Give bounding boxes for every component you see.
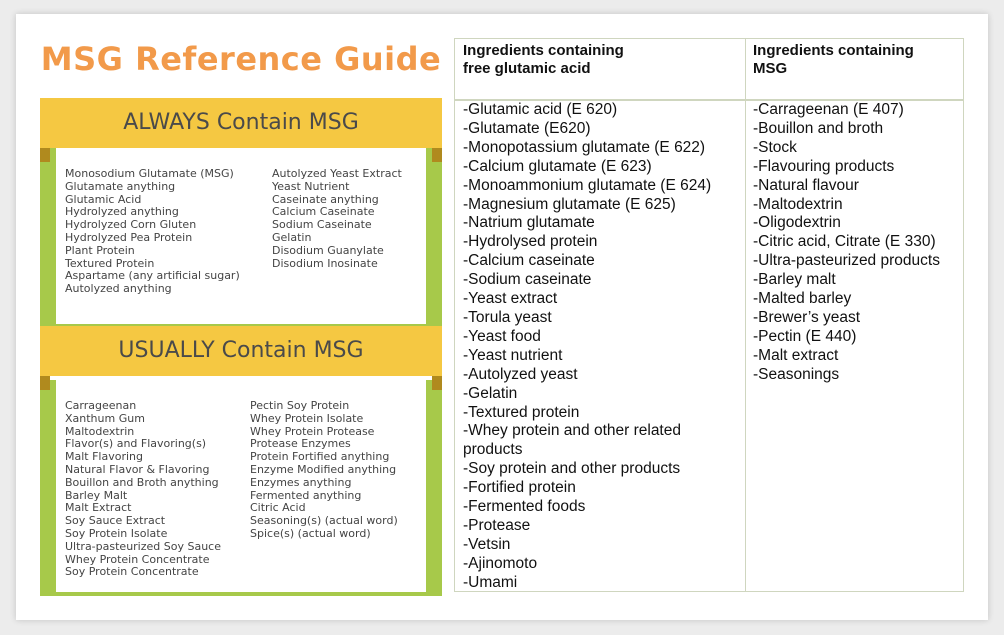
ingredient-item: Glutamate anything [65, 179, 176, 193]
ingredient-item: Protease Enzymes [250, 437, 351, 451]
ingredient-item: Gelatin [272, 230, 312, 244]
table-item: -Barley malt [753, 271, 836, 289]
ingredient-item: Glutamic Acid [65, 192, 142, 206]
table-item: -Malted barley [753, 290, 852, 308]
table-item: -Seasonings [753, 365, 840, 383]
ingredient-item: Flavor(s) and Flavoring(s) [65, 437, 207, 451]
ingredient-item: Citric Acid [250, 501, 306, 515]
usually-list-right [250, 400, 398, 541]
table-item: -Maltodextrin [753, 195, 843, 213]
ingredient-item: Soy Protein Isolate [65, 526, 168, 540]
table-item: -Stock [753, 138, 797, 156]
ingredient-item: Textured Protein [65, 256, 155, 270]
ingredient-item: Caseinate anything [272, 192, 379, 206]
ingredient-item: Protein Fortified anything [250, 450, 390, 464]
ingredient-item: Carrageenan [65, 399, 137, 412]
table-item: -Brewer’s yeast [753, 308, 861, 326]
ingredient-item: Seasoning(s) (actual word) [250, 514, 398, 528]
ingredient-item: Soy Sauce Extract [65, 514, 166, 528]
table-item: -Yeast nutrient [463, 346, 563, 364]
table-item: -Natrium glutamate [463, 214, 595, 232]
table-item: -Hydrolysed protein [463, 233, 598, 251]
table-item: -Vetsin [463, 535, 511, 553]
ingredient-item: Pectin Soy Protein [250, 399, 350, 412]
table-item: -Fermented foods [463, 498, 586, 516]
header-msg [753, 42, 914, 78]
ingredient-item: Monosodium Glutamate (MSG) [65, 167, 234, 180]
ingredient-item: Malt Extract [65, 501, 132, 515]
ingredient-item: Whey Protein Concentrate [65, 552, 210, 566]
table-item: -Glutamate (E620) [463, 119, 591, 137]
ingredient-item: Hydrolyzed Pea Protein [65, 230, 193, 244]
ingredient-item: Malt Flavoring [65, 450, 143, 464]
table-item: -Gelatin [463, 384, 518, 402]
ingredients-table [454, 38, 964, 592]
column-divider [745, 39, 746, 591]
table-item: -Autolyzed yeast [463, 365, 578, 383]
ingredient-item: Spice(s) (actual word) [250, 526, 371, 540]
header-line: MSG [753, 60, 788, 77]
always-list-left [65, 168, 240, 296]
ingredient-item: Plant Protein [65, 243, 135, 257]
free-glutamic-acid-list [463, 101, 711, 593]
table-item: -Glutamic acid (E 620) [463, 101, 618, 118]
banner-fold-right [432, 148, 442, 162]
header-line: free glutamic acid [463, 60, 591, 77]
ingredient-item: Enzyme Modified anything [250, 462, 397, 476]
table-item: -Carrageenan (E 407) [753, 101, 904, 118]
table-item: -Citric acid, Citrate (E 330) [753, 233, 936, 251]
ingredient-item: Sodium Caseinate [272, 218, 372, 232]
table-item: -Natural flavour [753, 176, 859, 194]
ingredient-item: Barley Malt [65, 488, 128, 502]
ingredient-item: Disodium Inosinate [272, 256, 378, 270]
table-item: -Monopotassium glutamate (E 622) [463, 138, 706, 156]
table-item: -Malt extract [753, 346, 839, 364]
ingredient-item: Ultra-pasteurized Soy Sauce [65, 539, 221, 553]
always-list-right [272, 168, 402, 270]
ingredient-item: Autolyzed Yeast Extract [272, 167, 402, 180]
ingredient-item: Fermented anything [250, 488, 362, 502]
table-item: -Torula yeast [463, 308, 552, 326]
ingredient-item: Disodium Guanylate [272, 243, 384, 257]
usually-heading: USUALLY Contain MSG [40, 326, 442, 376]
usually-list-left [65, 400, 221, 579]
banner-fold-left [40, 148, 50, 162]
ingredient-item: Whey Protein Isolate [250, 411, 364, 425]
table-item: -Textured protein [463, 403, 580, 421]
ingredient-item: Maltodextrin [65, 424, 135, 438]
table-item: -Pectin (E 440) [753, 327, 857, 345]
header-line: Ingredients containing [463, 42, 624, 59]
table-item: -Ajinomoto [463, 554, 538, 572]
banner-fold-right [432, 376, 442, 390]
header-free-glutamic-acid [463, 42, 624, 78]
banner-fold-left [40, 376, 50, 390]
table-item: -Yeast extract [463, 290, 558, 308]
table-item: -Oligodextrin [753, 214, 841, 232]
ingredient-item: Hydrolyzed anything [65, 205, 179, 219]
ingredient-item: Aspartame (any artificial sugar) [65, 269, 240, 283]
table-item: -Protease [463, 516, 531, 534]
table-item: -Magnesium glutamate (E 625) [463, 195, 676, 213]
ingredient-item: Soy Protein Concentrate [65, 565, 199, 579]
msg-list [753, 101, 940, 385]
table-item: products [463, 441, 523, 459]
table-item: -Sodium caseinate [463, 271, 592, 289]
table-item: -Whey protein and other related [463, 422, 681, 440]
ingredient-item: Yeast Nutrient [272, 179, 350, 193]
poster-title: MSG Reference Guide [40, 40, 442, 78]
ingredient-item: Natural Flavor & Flavoring [65, 462, 210, 476]
table-item: -Umami [463, 573, 518, 591]
ingredient-item: Whey Protein Protease [250, 424, 375, 438]
header-line: Ingredients containing [753, 42, 914, 59]
table-item: -Bouillon and broth [753, 119, 884, 137]
table-item: -Calcium glutamate (E 623) [463, 157, 652, 175]
always-heading: ALWAYS Contain MSG [40, 98, 442, 148]
ingredient-item: Calcium Caseinate [272, 205, 375, 219]
table-item: -Yeast food [463, 327, 541, 345]
ingredient-item: Enzymes anything [250, 475, 352, 489]
ingredient-item: Autolyzed anything [65, 282, 172, 296]
table-item: -Flavouring products [753, 157, 895, 175]
table-item: -Calcium caseinate [463, 252, 595, 270]
table-item: -Fortified protein [463, 479, 576, 497]
msg-reference-poster [40, 30, 442, 596]
table-item: -Soy protein and other products [463, 460, 681, 478]
ingredient-item: Bouillon and Broth anything [65, 475, 219, 489]
ingredient-item: Xanthum Gum [65, 411, 145, 425]
ingredient-item: Hydrolyzed Corn Gluten [65, 218, 197, 232]
table-item: -Monoammonium glutamate (E 624) [463, 176, 712, 194]
table-item: -Ultra-pasteurized products [753, 252, 940, 270]
